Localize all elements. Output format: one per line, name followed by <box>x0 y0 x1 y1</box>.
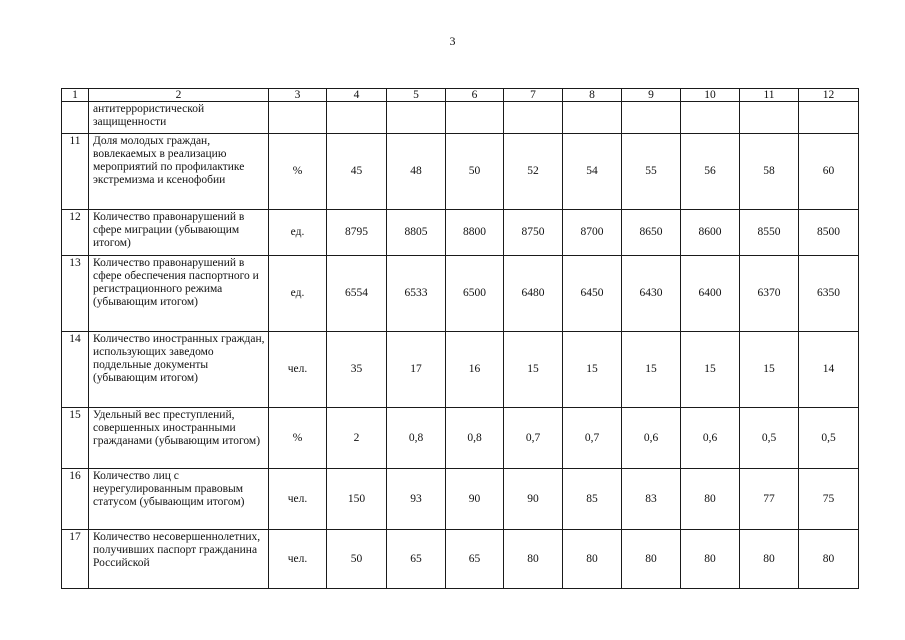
value-cell <box>681 102 740 134</box>
value-cell: 6400 <box>681 256 740 332</box>
value-cell: 16 <box>446 332 504 408</box>
value-cell: 8700 <box>563 210 622 256</box>
row-number-cell: 16 <box>62 469 89 530</box>
value-cell: 8800 <box>446 210 504 256</box>
indicator-name-cell: Количество несовершеннолетних, получивших паспорт гражданина Российской <box>89 530 269 589</box>
unit-cell <box>269 102 327 134</box>
indicators-table <box>61 88 859 589</box>
header-cell: 7 <box>504 89 563 102</box>
value-cell <box>327 102 387 134</box>
value-cell: 65 <box>446 530 504 589</box>
row-number-cell: 13 <box>62 256 89 332</box>
value-cell <box>740 102 799 134</box>
value-cell <box>799 102 859 134</box>
value-cell: 8600 <box>681 210 740 256</box>
row-number-cell: 17 <box>62 530 89 589</box>
value-cell: 8805 <box>387 210 446 256</box>
unit-cell: чел. <box>269 469 327 530</box>
value-cell: 80 <box>563 530 622 589</box>
value-cell <box>622 102 681 134</box>
header-cell: 6 <box>446 89 504 102</box>
value-cell: 65 <box>387 530 446 589</box>
value-cell: 50 <box>327 530 387 589</box>
table-row <box>62 210 859 256</box>
value-cell: 75 <box>799 469 859 530</box>
value-cell: 0,6 <box>681 408 740 469</box>
header-cell: 2 <box>89 89 269 102</box>
value-cell: 0,7 <box>563 408 622 469</box>
value-cell: 0,8 <box>387 408 446 469</box>
unit-cell: чел. <box>269 332 327 408</box>
unit-cell: чел. <box>269 530 327 589</box>
value-cell: 8650 <box>622 210 681 256</box>
value-cell: 6533 <box>387 256 446 332</box>
value-cell: 150 <box>327 469 387 530</box>
indicator-name-cell: Количество правонарушений в сфере обеспечения паспортного и регистрационного режима (убывающим итогом) <box>89 256 269 332</box>
value-cell: 15 <box>563 332 622 408</box>
value-cell: 45 <box>327 134 387 210</box>
value-cell: 6450 <box>563 256 622 332</box>
value-cell: 55 <box>622 134 681 210</box>
row-number-cell: 12 <box>62 210 89 256</box>
table-row <box>62 408 859 469</box>
value-cell: 15 <box>622 332 681 408</box>
value-cell: 58 <box>740 134 799 210</box>
header-cell: 9 <box>622 89 681 102</box>
row-number-cell: 15 <box>62 408 89 469</box>
value-cell: 15 <box>504 332 563 408</box>
value-cell: 90 <box>446 469 504 530</box>
header-cell: 12 <box>799 89 859 102</box>
value-cell: 8795 <box>327 210 387 256</box>
value-cell: 80 <box>681 469 740 530</box>
header-cell: 8 <box>563 89 622 102</box>
value-cell: 0,6 <box>622 408 681 469</box>
value-cell: 90 <box>504 469 563 530</box>
value-cell: 80 <box>681 530 740 589</box>
value-cell: 17 <box>387 332 446 408</box>
table-row <box>62 134 859 210</box>
header-cell: 5 <box>387 89 446 102</box>
header-cell: 3 <box>269 89 327 102</box>
value-cell <box>446 102 504 134</box>
value-cell: 80 <box>504 530 563 589</box>
table-row <box>62 332 859 408</box>
header-cell: 1 <box>62 89 89 102</box>
unit-cell: % <box>269 408 327 469</box>
value-cell: 8550 <box>740 210 799 256</box>
value-cell: 56 <box>681 134 740 210</box>
value-cell <box>504 102 563 134</box>
value-cell: 8750 <box>504 210 563 256</box>
value-cell: 6554 <box>327 256 387 332</box>
table-row <box>62 469 859 530</box>
column-number-row <box>62 89 859 102</box>
table-row <box>62 530 859 589</box>
value-cell: 60 <box>799 134 859 210</box>
indicator-name-cell: Количество иностранных граждан, использующих заведомо поддельные документы (убывающим итогом) <box>89 332 269 408</box>
table-row <box>62 102 859 134</box>
value-cell: 50 <box>446 134 504 210</box>
indicator-name-cell: антитеррористической защищенности <box>89 102 269 134</box>
unit-cell: % <box>269 134 327 210</box>
value-cell: 35 <box>327 332 387 408</box>
row-number-cell: 11 <box>62 134 89 210</box>
indicator-name-cell: Количество лиц с неурегулированным правовым статусом (убывающим итогом) <box>89 469 269 530</box>
header-cell: 10 <box>681 89 740 102</box>
value-cell: 83 <box>622 469 681 530</box>
row-number-cell <box>62 102 89 134</box>
value-cell <box>387 102 446 134</box>
value-cell: 93 <box>387 469 446 530</box>
value-cell: 54 <box>563 134 622 210</box>
value-cell: 0,5 <box>799 408 859 469</box>
value-cell: 77 <box>740 469 799 530</box>
header-cell: 4 <box>327 89 387 102</box>
value-cell: 52 <box>504 134 563 210</box>
value-cell: 8500 <box>799 210 859 256</box>
value-cell: 80 <box>740 530 799 589</box>
value-cell: 6370 <box>740 256 799 332</box>
value-cell: 0,5 <box>740 408 799 469</box>
value-cell: 48 <box>387 134 446 210</box>
indicator-name-cell: Количество правонарушений в сфере миграции (убывающим итогом) <box>89 210 269 256</box>
value-cell: 2 <box>327 408 387 469</box>
page-number: 3 <box>449 34 456 48</box>
value-cell: 6500 <box>446 256 504 332</box>
value-cell: 80 <box>622 530 681 589</box>
value-cell: 15 <box>681 332 740 408</box>
header-cell: 11 <box>740 89 799 102</box>
value-cell: 0,7 <box>504 408 563 469</box>
row-number-cell: 14 <box>62 332 89 408</box>
indicator-name-cell: Доля молодых граждан, вовлекаемых в реализацию мероприятий по профилактике экстремизма и ксенофобии <box>89 134 269 210</box>
value-cell <box>563 102 622 134</box>
value-cell: 6480 <box>504 256 563 332</box>
value-cell: 14 <box>799 332 859 408</box>
unit-cell: ед. <box>269 256 327 332</box>
value-cell: 85 <box>563 469 622 530</box>
value-cell: 6430 <box>622 256 681 332</box>
value-cell: 6350 <box>799 256 859 332</box>
indicator-name-cell: Удельный вес преступлений, совершенных иностранными гражданами (убывающим итогом) <box>89 408 269 469</box>
unit-cell: ед. <box>269 210 327 256</box>
value-cell: 80 <box>799 530 859 589</box>
table-row <box>62 256 859 332</box>
value-cell: 0,8 <box>446 408 504 469</box>
value-cell: 15 <box>740 332 799 408</box>
